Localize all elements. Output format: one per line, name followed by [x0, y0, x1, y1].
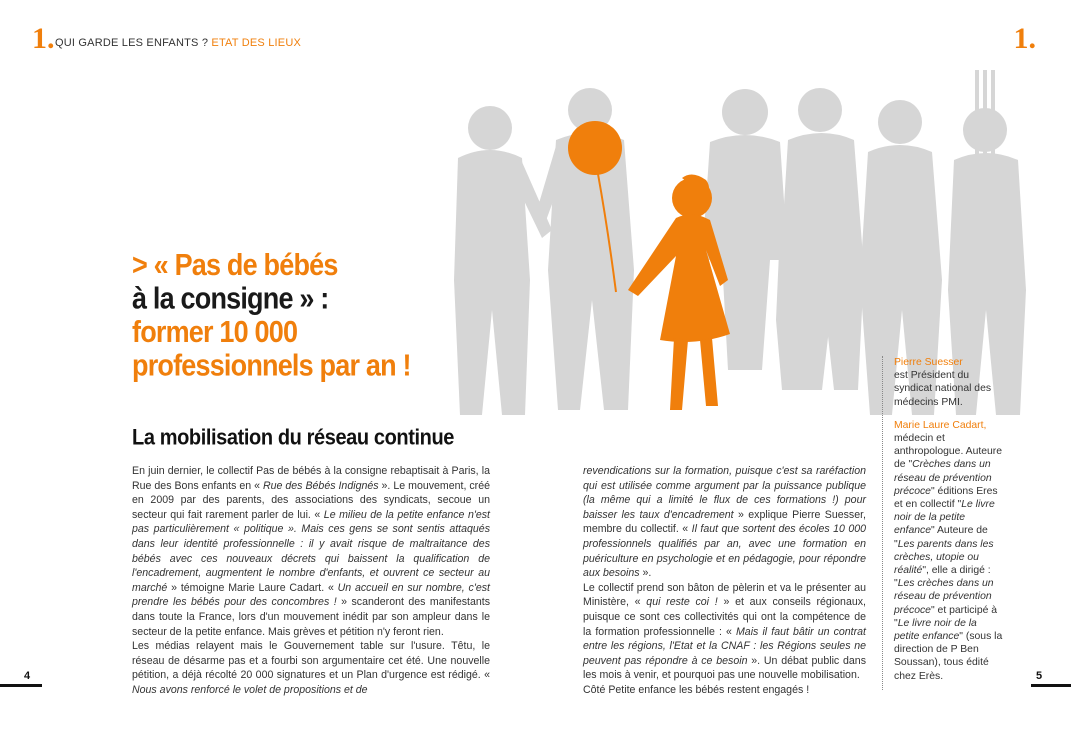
- body-text: ». Un débat public dans les mois à venir, et pourquoi pas une nouvelle mobilisation.: [583, 654, 866, 682]
- headline-line-4: professionnels par an !: [132, 348, 411, 383]
- book-title: Le livre noir de la petite enfance: [894, 499, 995, 537]
- author-bio-2: " Auteure de ": [894, 525, 988, 550]
- body-text: Côté Petite enfance les bébés restent engagés !: [583, 683, 810, 696]
- book-title: Le livre noir de la petite enfance: [894, 617, 977, 643]
- body-text: » explique Pierre Suesser, membre du collectif. «: [583, 508, 867, 536]
- author-bio-2: " et participé à ": [894, 604, 998, 629]
- book-title: Les crèches dans un réseau de prévention précoce: [894, 578, 994, 616]
- body-quote: revendications sur la formation, puisque c'est sa raréfaction qui est utilisée comme argument par la puissance publique (la même qui a limité le flux de ces formations !) pour baisser les taux d'encadrement: [583, 465, 866, 521]
- body-text: ».: [639, 567, 652, 580]
- article-headline: [132, 248, 452, 382]
- body-text: ». Le mouvement, créé en 2009 par des parents, des associations des syndicats, secoue un secteur qui fait rarement parler de lui. «: [132, 479, 490, 521]
- page-footer-bar-left: [0, 684, 42, 687]
- headline-line-1: « Pas de bébés: [153, 248, 338, 282]
- body-text-italic: Rue des Bébés Indignés: [262, 479, 379, 492]
- author-bio-2: médecin et anthropologue. Auteure de ": [894, 433, 1003, 471]
- author-bio-1: est Président du syndicat national des médecins PMI.: [894, 370, 992, 408]
- headline-marker: >: [132, 248, 147, 282]
- body-text: » et aux conseils régionaux, puisque ce sont ces collectivités qui ont la compétence de la formation professionnelle : «: [583, 596, 866, 638]
- sidebar-divider: [882, 356, 883, 690]
- body-text: » scanderont des manifestants dans toute la France, lors d'un mouvement inédit par son ampleur dans le secteur de la petite enfance. Mais grèves et pétition n'y feront rien.: [132, 596, 490, 638]
- headline-line-3: former 10 000: [132, 315, 298, 349]
- body-text: Les médias relayent mais le Gouvernement table sur l'usure. Têtu, le réseau de désarme pas et a fourbi son argumentaire cet été. Une nouvelle pétition, a déjà récolté 20 000 signatures et un Plan d'urgence est rédigé. «: [132, 640, 490, 682]
- author-sidebar: [894, 356, 1004, 693]
- page-number-left: 4: [24, 670, 31, 682]
- chapter-number-right: 1.: [1013, 22, 1036, 55]
- book-title: Crèches dans un réseau de prévention précoce: [894, 459, 992, 497]
- headline-line-2: à la consigne » :: [132, 281, 329, 316]
- body-column-right: [583, 464, 866, 698]
- body-quote: Le milieu de la petite enfance n'est pas particulièrement « politique ». Mais ces gens se sont sentis attaqués dans leur identité professionnelle : il y avait risque de maltraitance des bébés avec ces nouveaux décrets qui baissent la qualification de l'encadrement, augmentent le nombre d'enfants, et ouvrent ce secteur au marché: [132, 508, 491, 594]
- author-name-2: Marie Laure Cadart,: [894, 419, 987, 431]
- book-title: Les parents dans les crèches, utopie ou réalité: [894, 538, 994, 577]
- body-text: En juin dernier, le collectif Pas de bébés à la consigne rebaptisait à Paris, la Rue des Bons enfants en «: [132, 465, 490, 492]
- chapter-number-left: 1.: [32, 22, 55, 55]
- body-quote: qui reste coi !: [646, 596, 718, 609]
- body-text: » témoigne Marie Laure Cadart. «: [167, 581, 338, 594]
- running-header-section: QUI GARDE LES ENFANTS ?: [55, 37, 209, 49]
- page-footer-bar-right: [1031, 684, 1071, 687]
- article-subheading: La mobilisation du réseau continue: [132, 426, 455, 451]
- body-text: Le collectif prend son bâton de pèlerin et va le présenter au Ministère, «: [583, 581, 866, 609]
- page-number-right: 5: [1036, 670, 1043, 682]
- body-quote: Mais il faut bâtir un contrat entre les régions, l'Etat et la CNAF : les Régions seules ne peuvent pas répondre à ce besoin: [583, 625, 866, 667]
- author-bio-2: " (sous la direction de P Ben Soussan), tous édité chez Erès.: [894, 631, 1003, 682]
- body-quote: Un accueil en sur nombre, c'est prendre les bébés pour des concombres !: [132, 581, 490, 609]
- author-bio-2: " éditions Eres et en collectif ": [894, 485, 998, 511]
- body-column-left: [132, 464, 490, 698]
- running-header-subsection: ETAT DES LIEUX: [211, 37, 302, 49]
- running-header: [55, 37, 301, 49]
- body-quote: Nous avons renforcé le volet de propositions et de: [132, 683, 368, 696]
- author-bio-2: ", elle a dirigé : ": [894, 565, 991, 590]
- body-quote: Il faut que sortent des écoles 10 000 professionnels qualifiés par an, avec une formation en puériculture en psychologie et en pédagogie, pour répondre aux besoins: [583, 523, 866, 580]
- author-name-1: Pierre Suesser: [894, 357, 963, 368]
